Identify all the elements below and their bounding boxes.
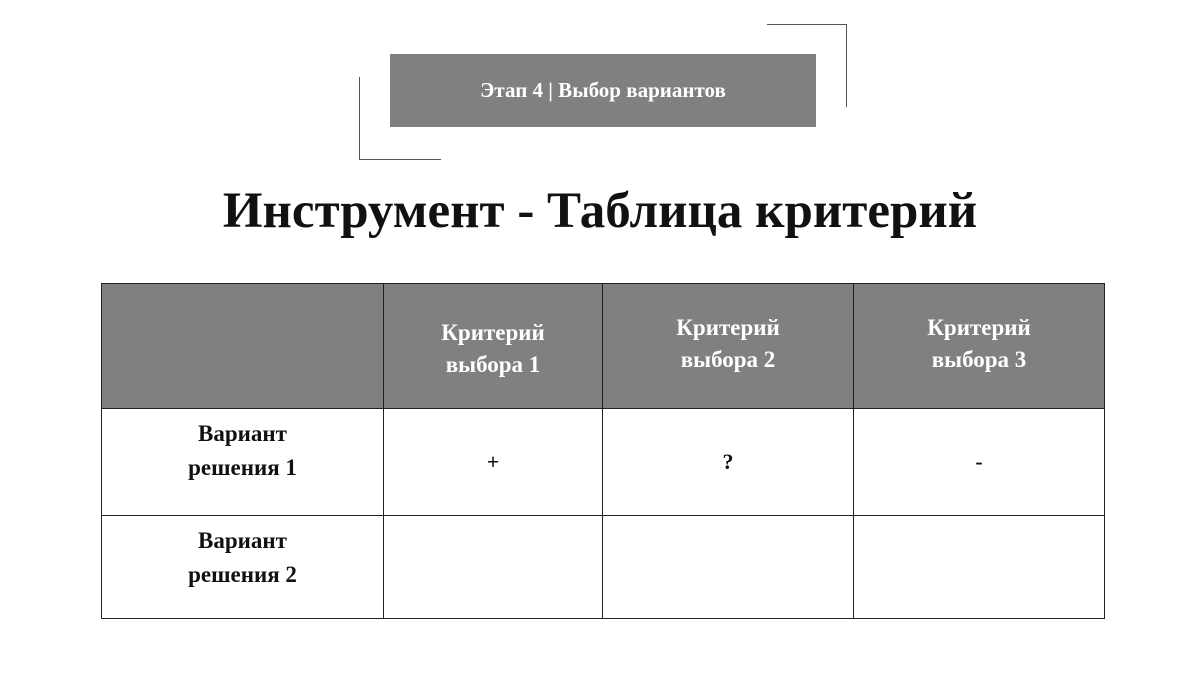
column-header-line: выбора 1 [445,352,541,377]
column-header-line: выбора 2 [680,347,776,372]
row-header-option-2 [102,516,384,619]
table-row [102,409,1105,516]
column-header-criterion-1 [384,284,603,409]
row-header-line: Вариант [198,421,287,446]
column-header-criterion-3 [854,284,1105,409]
column-header-line: выбора 3 [931,347,1027,372]
row-header-option-1 [102,409,384,516]
row-header-line: решения 1 [188,455,297,480]
table-cell [854,516,1105,619]
row-header-line: решения 2 [188,562,297,587]
table-cell: - [854,409,1105,516]
row-header-line: Вариант [198,528,287,553]
table-corner-cell [102,284,384,409]
table-cell [384,516,603,619]
page-title: Инструмент - Таблица критерий [222,183,978,239]
column-header-criterion-2 [603,284,854,409]
criteria-table [101,283,1105,619]
stage-banner [390,54,816,127]
column-header-line: Критерий [676,315,780,340]
table-cell [603,516,854,619]
column-header-line: Критерий [927,315,1031,340]
table-cell: ? [603,409,854,516]
table-row [102,516,1105,619]
table-cell: + [384,409,603,516]
column-header-line: Критерий [441,320,545,345]
stage-banner-label: Этап 4 | Выбор вариантов [480,78,726,102]
table-header-row [102,284,1105,409]
